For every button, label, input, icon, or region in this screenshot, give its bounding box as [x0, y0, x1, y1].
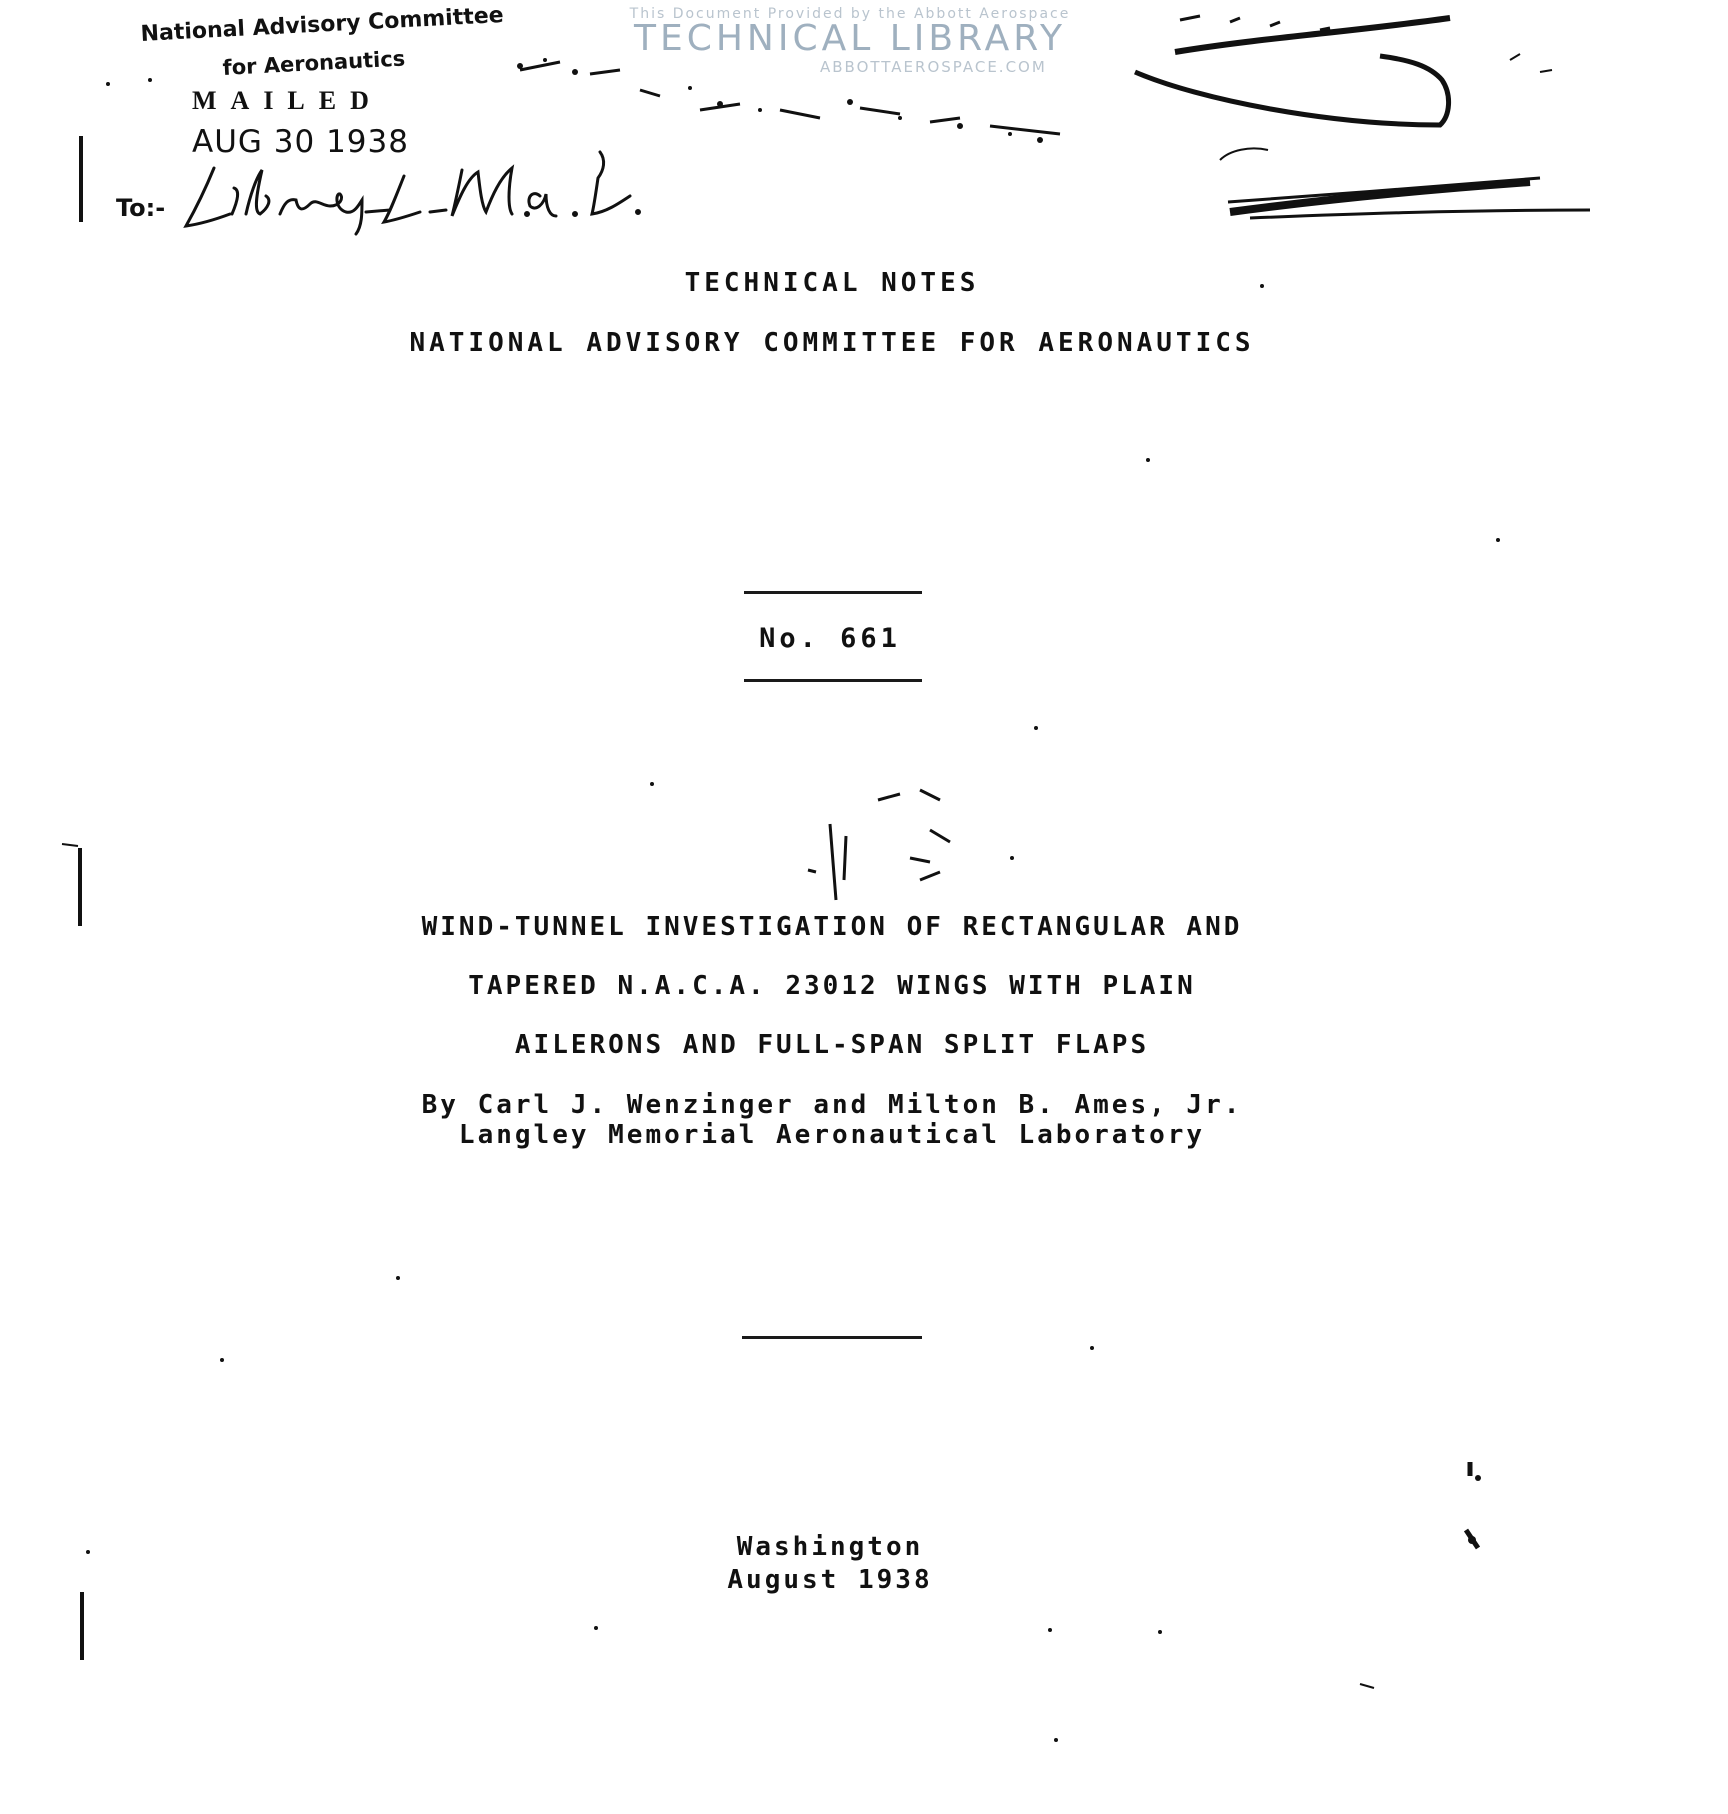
stamp-date: AUG 30 1938: [192, 124, 409, 160]
title-line-3: AILERONS AND FULL-SPAN SPLIT FLAPS: [514, 1030, 1150, 1060]
stamp-organization-line2: for Aeronautics: [222, 46, 406, 80]
stamp-mailed-status: MAILED: [192, 86, 383, 115]
title-line-2: TAPERED N.A.C.A. 23012 WINGS WITH PLAIN: [468, 971, 1196, 1001]
number-rule-bottom: [744, 679, 922, 682]
watermark-library-title: TECHNICAL LIBRARY: [633, 18, 1066, 59]
airfoil-sketch: [1135, 16, 1590, 218]
watermark-provider-text: This Document Provided by the Abbott Aerospace: [629, 6, 1071, 22]
number-rule-top: [744, 591, 922, 594]
title-line-1: WIND-TUNNEL INVESTIGATION OF RECTANGULAR AND: [421, 912, 1243, 942]
note-number: No. 661: [759, 623, 901, 654]
watermark-site: ABBOTTAEROSPACE.COM: [820, 58, 1047, 76]
committee-heading: NATIONAL ADVISORY COMMITTEE FOR AERONAUTICS: [409, 328, 1255, 358]
series-heading: TECHNICAL NOTES: [684, 268, 980, 298]
publication-date: August 1938: [727, 1565, 933, 1595]
publication-place: Washington: [736, 1532, 924, 1562]
author-byline: By Carl J. Wenzinger and Milton B. Ames, Jr.: [421, 1090, 1243, 1120]
title-rule-bottom: [742, 1336, 922, 1339]
stamp-organization-line1: National Advisory Committee: [140, 2, 505, 47]
stamp-to-label: To:-: [116, 194, 166, 222]
handwritten-signature: [186, 152, 640, 234]
laboratory-name: Langley Memorial Aeronautical Laboratory: [458, 1120, 1206, 1150]
